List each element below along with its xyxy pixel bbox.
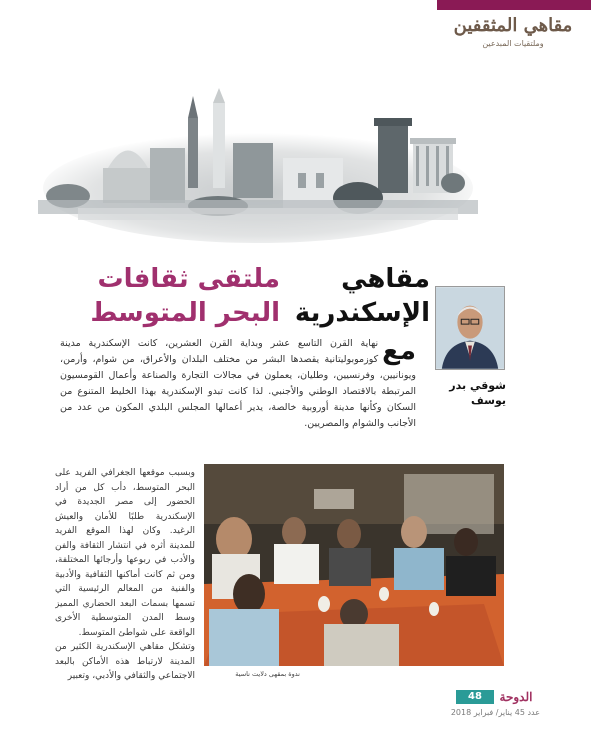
headline-black-line1: مقاهي (341, 264, 430, 294)
author-name (440, 378, 506, 408)
body-paragraph-2: وتشكل مقاهي الإسكندرية الكثير من المدينة لارتباط هذه الأماكن بالبعد الاجتماعي والثقافي والأدبي، وتعبير (55, 642, 195, 681)
magazine-logo: الدوحة (499, 690, 533, 704)
intro-dropcap: مع (382, 336, 416, 366)
section-logo-title: مقاهي المثقفين (453, 15, 573, 36)
page-number-badge: 48 (456, 690, 494, 704)
intro-text: نهاية القرن التاسع عشر وبداية القرن العشرين، كانت الإسكندرية مدينة كوزموبوليتانية يقصدها البشر من مختلف البلدان والأعراق، من شوام، وأرمن، ويونانيين، وفرنسيين، وطليان، يعملون في مجالات التجارة والصناعة وأعمال القومسيون المرتبطة بالاقتصاد الوطني والأجنبي. لذا كانت تبدو الإسكندرية بهذا الخليط المتنوع من السكان وكأنها مدينة أوروبية خالصة، يدير أعمالها المجلس البلدي المكون من عدد من الأجانب والشوام والمصريين. (60, 338, 416, 429)
author-name-line1: شوقي بدر (449, 379, 506, 392)
headline-maroon-line2: البحر المتوسط (90, 298, 280, 328)
body-column (55, 466, 195, 688)
section-logo (438, 14, 588, 56)
headline-black-line2: الإسكندرية (294, 298, 430, 328)
headline-maroon (50, 262, 280, 330)
headline-black (284, 262, 430, 330)
headline-maroon-line1: ملتقى ثقافات (97, 264, 280, 294)
cafe-gathering-photo (204, 464, 504, 666)
photo-caption: ندوة بمقهى دلايت ناسية (235, 670, 300, 678)
author-name-line2: يوسف (471, 394, 506, 407)
body-paragraph-1: وبسبب موقعها الجغرافي الفريد على البحر المتوسط، دأب كل من أراد الحضور إلى مصر الجديدة في الإسكندرية طلبًا للأمان والعيش الرغيد. وكان لهذا الموقع الفريد للمدينة أثره في انتشار الثقافة والفن والأدب في ربوعها وأرجائها المختلفة، ومن ثم كانت أماكنها الثقافية والأدبية والفنية من المعالم الرئيسية التي تسمها بسمات البعد الحضاري المميز وسط المدن المتوسطية الأخرى الواقعة على شواطئ المتوسط. (55, 468, 195, 638)
issue-info: عدد 45 يناير/ فبراير 2018 (450, 708, 540, 717)
section-logo-subtitle: وملتقيات المبدعين (482, 39, 544, 48)
section-top-bar (437, 0, 591, 10)
author-portrait (435, 286, 505, 370)
intro-paragraph (60, 336, 416, 448)
alexandria-skyline-illustration (38, 88, 478, 248)
